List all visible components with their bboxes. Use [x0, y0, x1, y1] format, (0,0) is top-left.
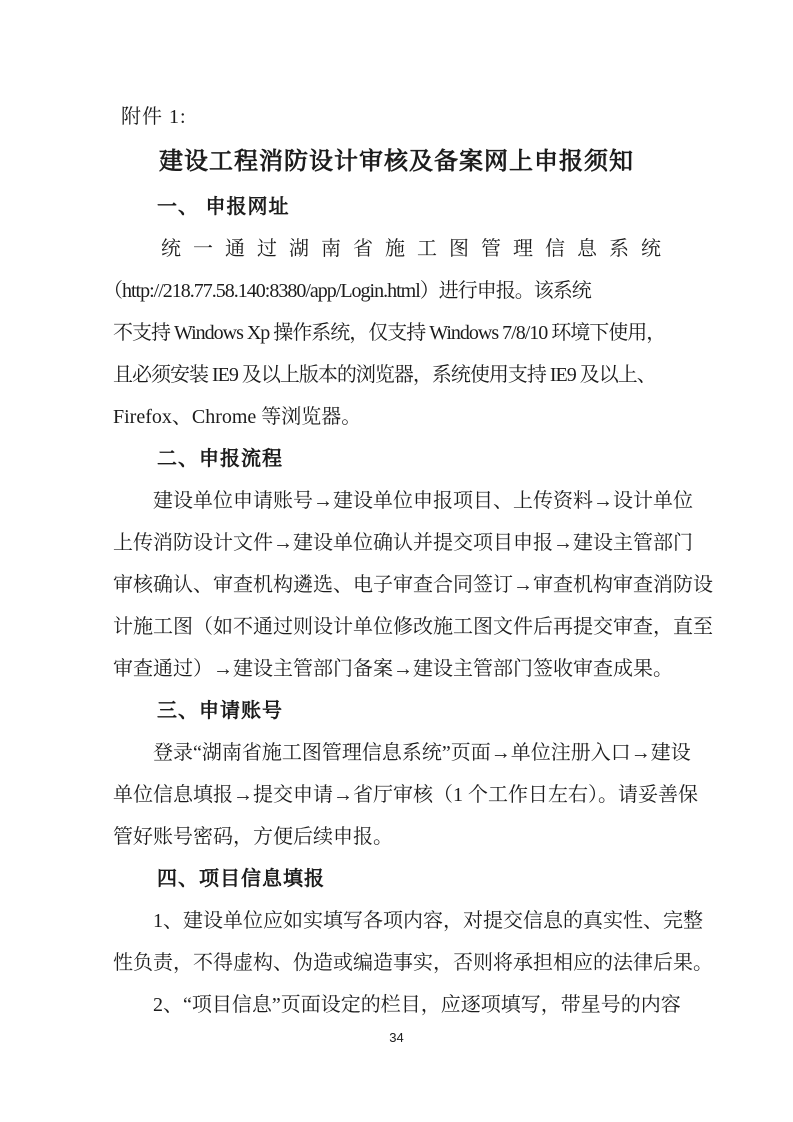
- document-title: 建设工程消防设计审核及备案网上申报须知: [159, 149, 634, 175]
- text-line: 1、建设单位应如实填写各项内容，对提交信息的真实性、完整: [153, 910, 703, 932]
- text-line: 管好账号密码，方便后续申报。: [113, 826, 393, 848]
- section-heading-project-info: 四、项目信息填报: [157, 868, 325, 890]
- text-line: Firefox、Chrome 等浏览器。: [113, 406, 362, 428]
- section-heading-account-request: 三、申请账号: [157, 700, 283, 722]
- text-line: 审查通过）→建设主管部门备案→建设主管部门签收审查成果。: [113, 658, 673, 680]
- text-line-url: （http://218.77.58.140:8380/app/Login.html）进行申报。该系统: [103, 280, 591, 302]
- text-line: 性负责，不得虚构、伪造或编造事实，否则将承担相应的法律后果。: [113, 952, 713, 974]
- text-line: 且必须安装 IE9 及以上版本的浏览器，系统使用支持 IE9 及以上、: [113, 364, 656, 386]
- section-heading-application-url: 一、 申报网址: [157, 196, 290, 218]
- text-line: 2、“项目信息”页面设定的栏目，应逐项填写，带星号的内容: [153, 994, 681, 1016]
- section-heading-application-process: 二、申报流程: [157, 448, 283, 470]
- text-line: 统一通过湖南省施工图管理信息系统: [161, 238, 673, 260]
- text-line: 上传消防设计文件→建设单位确认并提交项目申报→建设主管部门: [113, 532, 693, 554]
- page-number: 34: [389, 1030, 404, 1045]
- text-line: 审核确认、审查机构遴选、电子审查合同签订→审查机构审查消防设: [113, 574, 713, 596]
- text-line: 计施工图（如不通过则设计单位修改施工图文件后再提交审查，直至: [113, 616, 713, 638]
- text-line: 建设单位申请账号→建设单位申报项目、上传资料→设计单位: [153, 490, 693, 512]
- text-line: 不支持 Windows Xp 操作系统，仅支持 Windows 7/8/10 环境下使用，: [113, 322, 666, 344]
- text-line: 单位信息填报→提交申请→省厅审核（1 个工作日左右）。请妥善保: [113, 784, 698, 806]
- text-line: 登录“湖南省施工图管理信息系统”页面→单位注册入口→建设: [153, 742, 691, 764]
- attachment-label: 附件 1:: [121, 106, 187, 128]
